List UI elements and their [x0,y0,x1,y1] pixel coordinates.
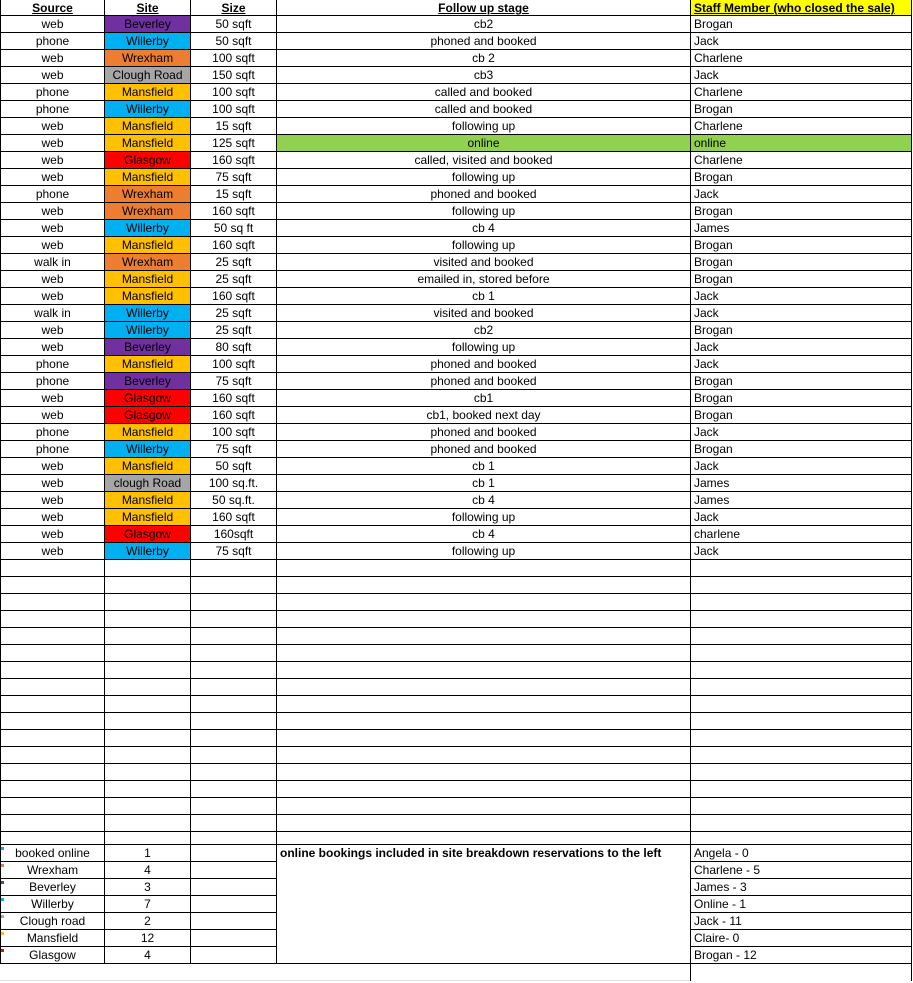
header-site[interactable]: Site [136,1,159,15]
cell-site[interactable]: Beverley [105,373,190,389]
grid-line [0,593,912,594]
cell-staff[interactable]: Brogan [694,255,733,269]
cell-staff[interactable]: James [694,221,730,235]
cell-source[interactable]: web [41,17,64,31]
cell-follow-up[interactable]: following up [451,544,516,558]
cell-size[interactable]: 25 sqft [215,306,252,320]
grid-line [0,980,690,981]
cell-source[interactable]: phone [35,187,70,201]
cell-size[interactable]: 100 sqft [212,425,255,439]
cell-source[interactable]: web [41,272,64,286]
cell-site[interactable]: Mansfield [105,509,190,525]
cell-size[interactable]: 100 sqft [212,357,255,371]
cell-staff[interactable]: Brogan [694,442,733,456]
cell-follow-up[interactable]: following up [451,340,516,354]
cell-site[interactable]: clough Road [105,475,190,491]
cell-follow-up[interactable]: cb 4 [472,527,495,541]
cell-size[interactable]: 15 sqft [215,187,252,201]
cell-source[interactable]: web [41,68,64,82]
cell-size[interactable]: 75 sqft [215,374,252,388]
cell-site[interactable]: Glasgow [105,390,190,406]
cell-staff[interactable]: Charlene [694,51,743,65]
cell-follow-up[interactable]: cb 1 [472,459,495,473]
grid-line [0,763,912,764]
cell-size[interactable]: 50 sqft [215,34,252,48]
cell-follow-up[interactable]: online [277,135,690,151]
cell-follow-up[interactable]: cb 4 [472,493,495,507]
grid-line [0,831,912,832]
cell-follow-up[interactable]: following up [451,510,516,524]
cell-site[interactable]: Willerby [105,305,190,321]
swatch-marker [1,881,4,884]
cell-site[interactable]: Willerby [105,220,190,236]
cell-size[interactable]: 50 sq.ft. [212,493,255,507]
cell-site[interactable]: Mansfield [105,84,190,100]
cell-source[interactable]: walk in [34,255,71,269]
cell-follow-up[interactable]: called, visited and booked [414,153,553,167]
grid-line [0,729,912,730]
summary-site-count[interactable]: 1 [144,846,151,860]
cell-size[interactable]: 50 sq ft [213,221,254,235]
cell-staff[interactable]: Charlene [694,85,743,99]
staff-summary-item[interactable]: Charlene - 5 [694,863,761,877]
cell-staff[interactable]: Brogan [694,374,733,388]
cell-source[interactable]: web [41,170,64,184]
cell-staff[interactable]: charlene [694,527,741,541]
cell-size[interactable]: 75 sqft [215,442,252,456]
cell-staff[interactable]: Jack [694,34,719,48]
cell-size[interactable]: 75 sqft [215,544,252,558]
cell-size[interactable]: 160 sqft [212,204,255,218]
cell-site[interactable]: Beverley [105,339,190,355]
cell-follow-up[interactable]: called and booked [434,85,533,99]
staff-summary-item[interactable]: Jack - 11 [694,914,742,928]
cell-site[interactable]: Glasgow [105,152,190,168]
cell-staff[interactable]: Charlene [694,153,743,167]
summary-site-count[interactable]: 2 [144,914,151,928]
cell-follow-up[interactable]: cb 1 [472,476,495,490]
cell-site[interactable]: Clough Road [105,67,190,83]
cell-staff[interactable]: Brogan [694,391,733,405]
cell-follow-up[interactable]: visited and booked [433,255,534,269]
cell-source[interactable]: web [41,493,64,507]
cell-staff[interactable]: Brogan [694,408,733,422]
summary-site-label[interactable]: Wrexham [26,863,79,877]
staff-summary-item[interactable]: Brogan - 12 [694,948,757,962]
cell-follow-up[interactable]: called and booked [434,102,533,116]
cell-size[interactable]: 100 sqft [212,102,255,116]
cell-site[interactable]: Willerby [105,101,190,117]
cell-source[interactable]: web [41,510,64,524]
cell-source[interactable]: web [41,527,64,541]
cell-site[interactable]: Wrexham [105,50,190,66]
cell-staff[interactable]: Jack [694,357,719,371]
grid-line [911,844,912,981]
cell-source[interactable]: phone [35,442,70,456]
grid-line [190,844,191,964]
cell-site[interactable]: Willerby [105,33,190,49]
cell-follow-up[interactable]: following up [451,238,516,252]
cell-follow-up[interactable]: cb3 [473,68,494,82]
cell-staff[interactable]: Jack [694,306,719,320]
cell-size[interactable]: 160 sqft [212,153,255,167]
cell-source[interactable]: phone [35,357,70,371]
cell-staff[interactable]: Brogan [694,238,733,252]
cell-size[interactable]: 25 sqft [215,323,252,337]
cell-follow-up[interactable]: phoned and booked [430,425,537,439]
cell-follow-up[interactable]: following up [451,119,516,133]
grid-line [911,0,912,845]
cell-size[interactable]: 25 sqft [215,272,252,286]
cell-staff[interactable]: James [694,476,730,490]
cell-staff[interactable]: Brogan [694,102,733,116]
cell-follow-up[interactable]: visited and booked [433,306,534,320]
cell-source[interactable]: phone [35,102,70,116]
grid-line [0,661,912,662]
cell-site[interactable]: Willerby [105,322,190,338]
cell-size[interactable]: 50 sqft [215,459,252,473]
cell-size[interactable]: 25 sqft [215,255,252,269]
summary-note[interactable]: online bookings included in site breakdown reservations to the left [280,846,662,860]
summary-site-label[interactable]: Willerby [31,897,74,911]
cell-source[interactable]: web [41,459,64,473]
cell-staff[interactable]: Brogan [694,17,733,31]
cell-staff[interactable]: James [694,493,730,507]
cell-site[interactable]: Mansfield [105,288,190,304]
cell-staff[interactable]: Brogan [694,272,733,286]
cell-staff[interactable]: Brogan [694,323,733,337]
cell-site[interactable]: Willerby [105,543,190,559]
cell-source[interactable]: web [41,544,64,558]
cell-source[interactable]: web [41,204,64,218]
grid-line [0,963,277,964]
cell-site[interactable]: Mansfield [105,135,190,151]
cell-site[interactable]: Mansfield [105,169,190,185]
cell-follow-up[interactable]: cb1 [473,391,494,405]
header-staff-member[interactable]: Staff Member (who closed the sale) [691,0,911,15]
summary-site-label[interactable]: Glasgow [29,948,76,962]
cell-size[interactable]: 100 sq.ft. [208,476,259,490]
cell-staff[interactable]: Brogan [694,170,733,184]
summary-site-count[interactable]: 7 [144,897,151,911]
summary-site-count[interactable]: 3 [144,880,151,894]
cell-follow-up[interactable]: phoned and booked [430,187,537,201]
cell-site[interactable]: Beverley [105,16,190,32]
grid-line [0,814,912,815]
cell-size[interactable]: 50 sqft [215,17,252,31]
cell-source[interactable]: web [41,221,64,235]
summary-site-label[interactable]: Clough road [19,914,86,928]
summary-site-label[interactable]: Mansfield [26,931,79,945]
cell-follow-up[interactable]: phoned and booked [430,357,537,371]
cell-source[interactable]: web [41,476,64,490]
cell-follow-up[interactable]: cb2 [473,323,494,337]
cell-follow-up[interactable]: cb 4 [472,221,495,235]
swatch-marker [1,949,4,952]
swatch-marker [1,915,4,918]
cell-follow-up[interactable]: cb1, booked next day [426,408,541,422]
cell-source[interactable]: web [41,340,64,354]
cell-size[interactable]: 125 sqft [212,136,255,150]
swatch-marker [1,864,4,867]
cell-follow-up[interactable]: phoned and booked [430,442,537,456]
cell-size[interactable]: 75 sqft [215,170,252,184]
cell-staff[interactable]: Brogan [694,204,733,218]
grid-line [0,780,912,781]
cell-site[interactable]: Wrexham [105,203,190,219]
cell-size[interactable]: 15 sqft [215,119,252,133]
grid-line [0,627,912,628]
cell-site[interactable]: Mansfield [105,237,190,253]
cell-size[interactable]: 160 sqft [212,408,255,422]
cell-follow-up[interactable]: emailed in, stored before [417,272,550,286]
grid-line [0,797,912,798]
cell-site[interactable]: Wrexham [105,254,190,270]
cell-follow-up[interactable]: cb 2 [472,51,495,65]
cell-size[interactable]: 160 sqft [212,238,255,252]
cell-source[interactable]: phone [35,425,70,439]
summary-site-label[interactable]: booked online [15,846,90,860]
cell-source[interactable]: phone [35,34,70,48]
cell-size[interactable]: 100 sqft [212,51,255,65]
cell-source[interactable]: web [41,408,64,422]
grid-line [0,644,912,645]
cell-source[interactable]: web [41,289,64,303]
cell-source[interactable]: web [41,51,64,65]
grid-line [276,844,277,964]
cell-size[interactable]: 160 sqft [212,391,255,405]
cell-source[interactable]: web [41,119,64,133]
cell-size[interactable]: 80 sqft [215,340,252,354]
cell-site[interactable]: Willerby [105,441,190,457]
cell-site[interactable]: Mansfield [105,356,190,372]
staff-summary-item[interactable]: Claire- 0 [694,931,740,945]
cell-staff[interactable]: Jack [694,340,719,354]
summary-site-count[interactable]: 12 [140,931,155,945]
grid-line [690,963,912,964]
cell-staff[interactable]: Jack [694,544,719,558]
cell-site[interactable]: Mansfield [105,118,190,134]
cell-staff[interactable]: Charlene [694,119,743,133]
summary-site-count[interactable]: 4 [144,948,151,962]
cell-site[interactable]: Wrexham [105,186,190,202]
cell-site[interactable]: Glasgow [105,526,190,542]
grid-line [0,576,912,577]
cell-site[interactable]: Mansfield [105,458,190,474]
cell-size[interactable]: 160sqft [213,527,254,541]
swatch-marker [1,847,4,850]
cell-size[interactable]: 100 sqft [212,85,255,99]
staff-summary-item[interactable]: Online - 1 [694,897,747,911]
cell-site[interactable]: Mansfield [105,492,190,508]
summary-site-count[interactable]: 4 [144,863,151,877]
swatch-marker [1,898,4,901]
cell-staff[interactable]: Jack [694,425,719,439]
header-size[interactable]: Size [221,1,246,15]
staff-summary-item[interactable]: Angela - 0 [694,846,749,860]
staff-summary-item[interactable]: James - 3 [694,880,747,894]
cell-size[interactable]: 150 sqft [212,68,255,82]
cell-staff[interactable]: Jack [694,459,719,473]
cell-source[interactable]: phone [35,85,70,99]
cell-follow-up[interactable]: phoned and booked [430,34,537,48]
cell-size[interactable]: 160 sqft [212,510,255,524]
header-source[interactable]: Source [32,1,73,15]
cell-follow-up[interactable]: cb2 [473,17,494,31]
cell-follow-up[interactable]: phoned and booked [430,374,537,388]
grid-line [0,695,912,696]
swatch-marker [1,932,4,935]
grid-line [0,678,912,679]
cell-source[interactable]: web [41,391,64,405]
grid-line [276,963,690,964]
cell-size[interactable]: 160 sqft [212,289,255,303]
cell-staff[interactable]: Jack [694,68,719,82]
header-follow-up-stage[interactable]: Follow up stage [438,1,529,15]
grid-line [0,712,912,713]
grid-line [0,559,912,560]
cell-source[interactable]: web [41,323,64,337]
cell-site[interactable]: Glasgow [105,407,190,423]
cell-follow-up[interactable]: following up [451,170,516,184]
summary-site-label[interactable]: Beverley [29,880,76,894]
grid-line [0,610,912,611]
cell-source[interactable]: phone [35,374,70,388]
cell-site[interactable]: Mansfield [105,424,190,440]
cell-source[interactable]: walk in [34,306,71,320]
cell-staff[interactable]: online [691,135,911,151]
cell-staff[interactable]: Jack [694,289,719,303]
cell-follow-up[interactable]: cb 1 [472,289,495,303]
cell-source[interactable]: web [41,153,64,167]
cell-follow-up[interactable]: following up [451,204,516,218]
cell-site[interactable]: Mansfield [105,271,190,287]
cell-source[interactable]: web [41,238,64,252]
cell-staff[interactable]: Jack [694,187,719,201]
cell-staff[interactable]: Jack [694,510,719,524]
grid-line [0,746,912,747]
cell-source[interactable]: web [41,136,64,150]
